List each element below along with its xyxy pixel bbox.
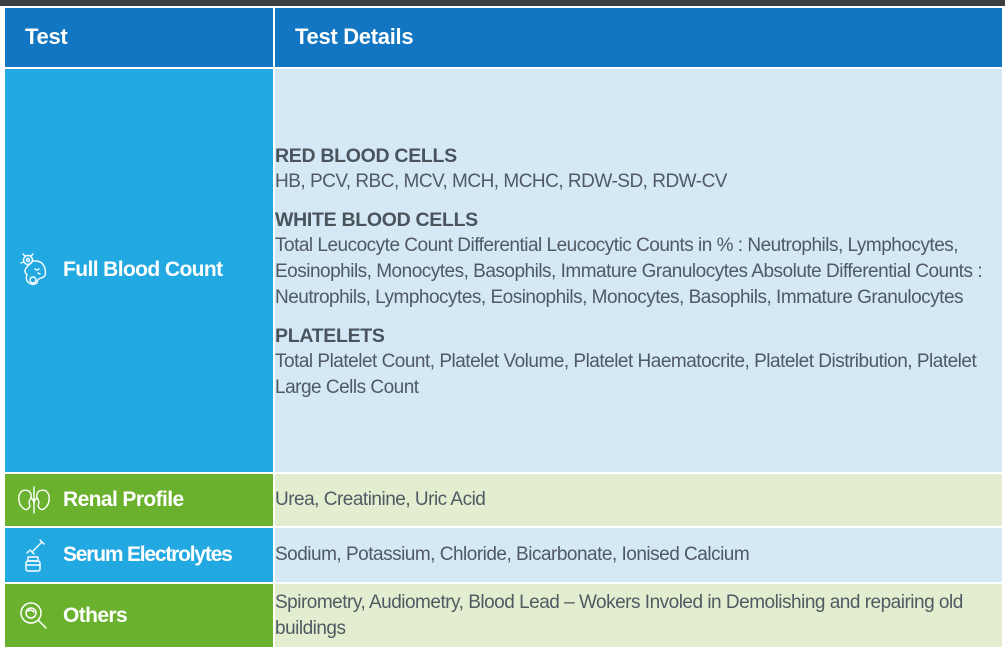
section-text: HB, PCV, RBC, MCV, MCH, MCHC, RDW-SD, RDW-CV — [275, 171, 727, 193]
section-title: WHITE BLOOD CELLS — [275, 209, 478, 232]
section-text: Total Leucocyte Count Differential Leucocytic Counts in % : Neutrophils, Lymphocytes, Eosinophils, Monocytes, Basophils, Immature Granulocytes Absolute Differential Counts : Neutrophils, Lymphocytes, Eosinophils, Monocytes, Basophils, Immature Granulocytes — [275, 235, 983, 309]
table-row-full-blood-count — [4, 68, 1003, 473]
kidneys-icon — [5, 486, 63, 514]
header-test-details: Test Details — [274, 7, 1003, 68]
details-full-blood-count — [274, 68, 1003, 473]
magnifier-icon — [5, 601, 63, 631]
test-name-full-blood-count: Full Blood Count — [63, 258, 223, 282]
section-white-blood-cells — [275, 207, 1002, 311]
section-red-blood-cells — [275, 143, 1002, 195]
test-cell-renal-profile — [4, 473, 274, 527]
table-row-serum-electrolytes — [4, 527, 1003, 583]
table-header-row — [4, 7, 1003, 68]
header-test: Test — [4, 7, 274, 68]
test-name-others: Others — [63, 603, 128, 627]
section-title: RED BLOOD CELLS — [275, 145, 457, 168]
table-row-renal-profile — [4, 473, 1003, 527]
details-renal-profile: Urea, Creatinine, Uric Acid — [274, 473, 1003, 527]
table-row-others — [4, 583, 1003, 648]
test-cell-full-blood-count — [4, 68, 274, 473]
dropper-bottle-icon — [5, 538, 63, 572]
details-serum-electrolytes: Sodium, Potassium, Chloride, Bicarbonate, Ionised Calcium — [274, 527, 1003, 583]
test-cell-serum-electrolytes — [4, 527, 274, 583]
section-platelets — [275, 323, 1002, 401]
details-others: Spirometry, Audiometry, Blood Lead – Wokers Involed in Demolishing and repairing old buildings — [274, 583, 1003, 648]
test-name-renal-profile: Renal Profile — [63, 487, 184, 511]
test-cell-others — [4, 583, 274, 648]
blood-cells-icon — [5, 253, 63, 287]
section-title: PLATELETS — [275, 325, 385, 348]
tests-table — [3, 6, 1004, 649]
section-text: Total Platelet Count, Platelet Volume, Platelet Haematocrite, Platelet Distribution, Platelet Large Cells Count — [275, 351, 977, 399]
test-name-serum-electrolytes: Serum Electrolytes — [63, 542, 232, 566]
